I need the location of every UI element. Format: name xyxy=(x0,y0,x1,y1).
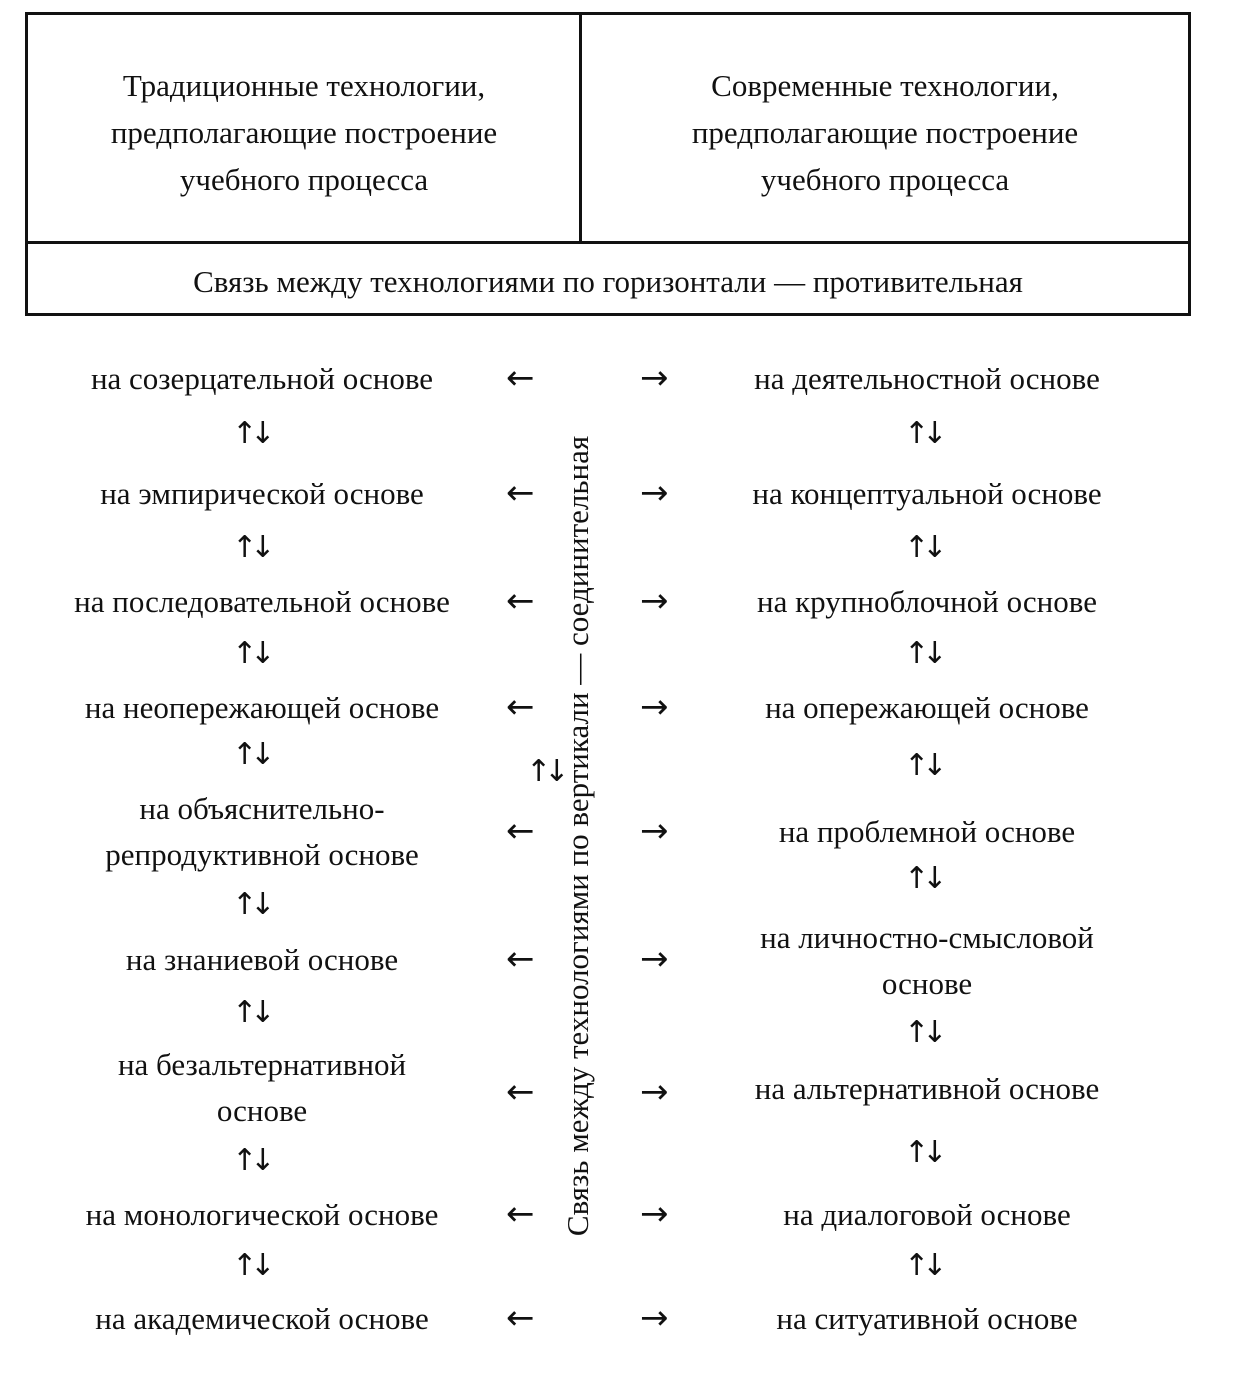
left-item-line: основе xyxy=(216,1093,308,1128)
right-item-line: на опережающей основе xyxy=(765,690,1089,725)
up-down-arrow-icon: ↑↓ xyxy=(904,1248,941,1283)
up-down-arrow-icon: ↑↓ xyxy=(232,416,269,451)
right-item xyxy=(702,356,1152,402)
right-item-line: на деятельностной основе xyxy=(754,361,1100,396)
up-down-arrow-icon: ↑↓ xyxy=(232,887,269,922)
left-item xyxy=(20,356,504,402)
right-item-line: на личностно-смысловой xyxy=(760,920,1094,955)
left-item xyxy=(20,786,504,878)
left-arrow-icon: ← xyxy=(506,1072,535,1112)
right-item xyxy=(702,1296,1152,1342)
right-item-line: на концептуальной основе xyxy=(752,476,1102,511)
traditional-header-line: предполагающие построение xyxy=(110,115,498,150)
right-arrow-icon: → xyxy=(640,581,669,621)
right-item-line: на проблемной основе xyxy=(778,814,1076,849)
left-item xyxy=(20,1296,504,1342)
right-arrow-icon: → xyxy=(640,811,669,851)
up-down-arrow-icon: ↑↓ xyxy=(904,1015,941,1050)
right-item xyxy=(702,809,1152,855)
left-item xyxy=(20,471,504,517)
right-item xyxy=(702,685,1152,731)
left-item-line: на эмпирической основе xyxy=(100,476,424,511)
left-item-line: репродуктивной основе xyxy=(105,837,419,872)
up-down-arrow-icon: ↑↓ xyxy=(904,861,941,896)
right-item xyxy=(702,915,1152,1007)
up-down-arrow-icon: ↑↓ xyxy=(904,1135,941,1170)
right-item xyxy=(702,1192,1152,1238)
up-down-arrow-icon: ↑↓ xyxy=(526,754,563,789)
left-item xyxy=(20,1192,504,1238)
left-item-line: на монологической основе xyxy=(85,1197,439,1232)
up-down-arrow-icon: ↑↓ xyxy=(904,530,941,565)
up-down-arrow-icon: ↑↓ xyxy=(232,530,269,565)
right-item-line: на диалоговой основе xyxy=(783,1197,1071,1232)
traditional-header-line: учебного процесса xyxy=(179,162,429,197)
up-down-arrow-icon: ↑↓ xyxy=(904,416,941,451)
up-down-arrow-icon: ↑↓ xyxy=(232,995,269,1030)
left-item-line: на неопережающей основе xyxy=(84,690,440,725)
modern-technologies-header xyxy=(582,62,1188,203)
left-arrow-icon: ← xyxy=(506,1194,535,1234)
modern-header-line: Современные технологии, xyxy=(711,68,1059,103)
left-arrow-icon: ← xyxy=(506,358,535,398)
modern-header-line: предполагающие построение xyxy=(691,115,1079,150)
left-arrow-icon: ← xyxy=(506,939,535,979)
right-arrow-icon: → xyxy=(640,687,669,727)
right-item xyxy=(702,1066,1152,1112)
left-arrow-icon: ← xyxy=(506,473,535,513)
left-item-line: на созерцательной основе xyxy=(90,361,434,396)
right-arrow-icon: → xyxy=(640,939,669,979)
right-arrow-icon: → xyxy=(640,1072,669,1112)
left-arrow-icon: ← xyxy=(506,581,535,621)
left-item xyxy=(20,685,504,731)
left-item-line: на академической основе xyxy=(95,1301,429,1336)
left-item xyxy=(20,579,504,625)
up-down-arrow-icon: ↑↓ xyxy=(904,748,941,783)
up-down-arrow-icon: ↑↓ xyxy=(904,636,941,671)
left-item xyxy=(20,937,504,983)
right-item-line: на альтернативной основе xyxy=(754,1071,1100,1106)
right-item-line: на крупноблочной основе xyxy=(757,584,1097,619)
left-item-line: на знаниевой основе xyxy=(125,942,399,977)
header-row-divider xyxy=(25,241,1191,244)
left-item-line: на объяснительно- xyxy=(139,791,385,826)
right-arrow-icon: → xyxy=(640,358,669,398)
left-arrow-icon: ← xyxy=(506,687,535,727)
right-arrow-icon: → xyxy=(640,1298,669,1338)
right-arrow-icon: → xyxy=(640,473,669,513)
modern-header-line: учебного процесса xyxy=(760,162,1010,197)
up-down-arrow-icon: ↑↓ xyxy=(232,1248,269,1283)
vertical-link-text: Связь между технологиями по вертикали — соединительная xyxy=(560,435,595,1237)
left-item-line: на последовательной основе xyxy=(74,584,450,619)
left-item xyxy=(20,1042,504,1134)
up-down-arrow-icon: ↑↓ xyxy=(232,636,269,671)
right-item xyxy=(702,579,1152,625)
right-arrow-icon: → xyxy=(640,1194,669,1234)
right-item-line: на ситуативной основе xyxy=(776,1301,1078,1336)
right-item xyxy=(702,471,1152,517)
right-item-line: основе xyxy=(881,966,973,1001)
up-down-arrow-icon: ↑↓ xyxy=(232,1143,269,1178)
left-arrow-icon: ← xyxy=(506,1298,535,1338)
traditional-technologies-header xyxy=(28,62,580,203)
up-down-arrow-icon: ↑↓ xyxy=(232,737,269,772)
left-item-line: на безальтернативной xyxy=(117,1047,407,1082)
horizontal-link-label: Связь между технологиями по горизонтали — противительная xyxy=(193,264,1023,299)
left-arrow-icon: ← xyxy=(506,811,535,851)
traditional-header-line: Традиционные технологии, xyxy=(122,68,486,103)
